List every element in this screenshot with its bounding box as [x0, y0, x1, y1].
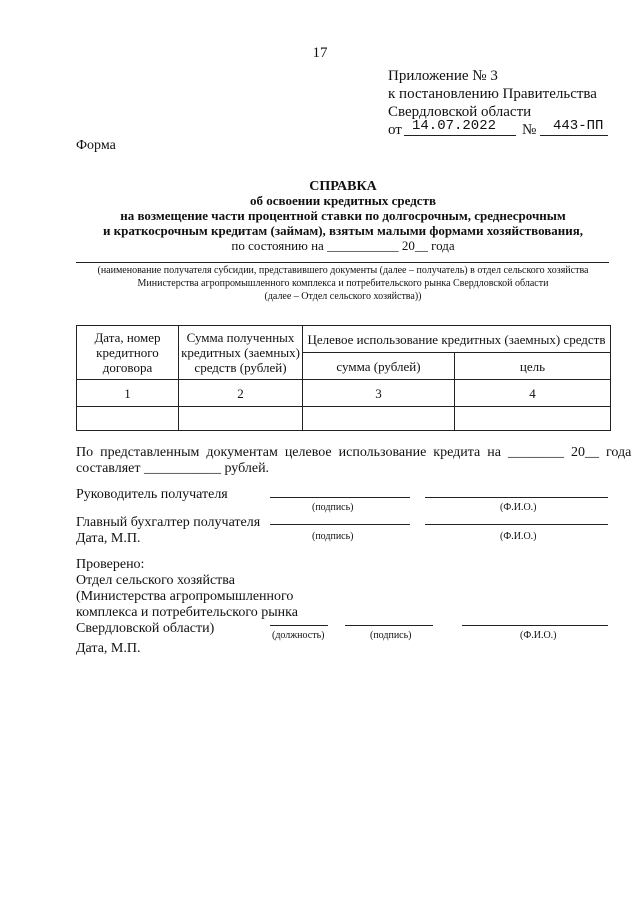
date-mp-1: Дата, М.П.: [76, 531, 141, 546]
page-number: 17: [312, 45, 328, 61]
col-number-4: 4: [455, 380, 611, 407]
chief-accountant-label: Главный бухгалтер получателя: [76, 515, 261, 530]
col-header-contract: Дата, номер кредитного договора: [77, 326, 179, 380]
verifier-sign-line: [345, 625, 433, 626]
recipient-line: [76, 262, 609, 263]
col-header-sum: сумма (рублей): [303, 353, 455, 380]
empty-cell[interactable]: [77, 407, 179, 431]
annex-title: Приложение № 3: [388, 68, 498, 84]
verified-line2: (Министерства агропромышленного: [76, 589, 294, 604]
verifier-position-caption: (должность): [272, 630, 325, 641]
verified-line4: Свердловской области): [76, 621, 215, 636]
col-header-received: Сумма полученных кредитных (заемных) средств (рублей): [179, 326, 303, 380]
credit-usage-table: [76, 325, 611, 431]
annex-date: 14.07.2022: [412, 118, 497, 134]
empty-cell[interactable]: [455, 407, 611, 431]
annex-date-line: [404, 135, 516, 136]
recipient-note-line3: (далее – Отдел сельского хозяйства)): [264, 291, 422, 302]
verified-line1: Отдел сельского хозяйства: [76, 573, 235, 588]
recipient-note-line1: (наименование получателя субсидии, представившего документы (далее – получатель) в отдел сельского хозяйства: [97, 265, 589, 276]
statement-line2: составляет ___________ рублей.: [76, 461, 270, 476]
header-line3: и краткосрочным кредитам (займам), взятым малыми формами хозяйствования,: [102, 223, 584, 238]
head-fio-caption: (Ф.И.О.): [500, 502, 537, 513]
form-label: Форма: [76, 138, 116, 153]
accountant-fio-caption: (Ф.И.О.): [500, 531, 537, 542]
annex-from-label: от: [388, 122, 402, 138]
header-line4: по состоянию на ___________ 20__ года: [231, 238, 455, 253]
annex-number-line: [540, 135, 608, 136]
header-line2: на возмещение части процентной ставки по долгосрочным, среднесрочным: [120, 208, 566, 223]
verified-title: Проверено:: [76, 557, 145, 572]
statement-line1: По представленным документам целевое использование кредита на ________ 20__ года: [76, 445, 632, 460]
col-header-purpose: цель: [455, 353, 611, 380]
empty-cell[interactable]: [179, 407, 303, 431]
header-line1: об освоении кредитных средств: [250, 193, 436, 208]
head-sign-line: [270, 497, 410, 498]
certificate-title: СПРАВКА: [309, 179, 377, 194]
col-number-2: 2: [179, 380, 303, 407]
head-label: Руководитель получателя: [76, 487, 228, 502]
verifier-fio-caption: (Ф.И.О.): [520, 630, 557, 641]
verifier-position-line: [270, 625, 328, 626]
accountant-sign-line: [270, 524, 410, 525]
annex-line3: Свердловской области: [388, 104, 532, 120]
annex-number: 443-ПП: [553, 118, 604, 134]
col-number-3: 3: [303, 380, 455, 407]
head-sign-caption: (подпись): [312, 502, 354, 513]
verifier-fio-line: [462, 625, 608, 626]
annex-line2: к постановлению Правительства: [388, 86, 597, 102]
head-fio-line: [425, 497, 608, 498]
verified-line3: комплекса и потребительского рынка: [76, 605, 298, 620]
accountant-fio-line: [425, 524, 608, 525]
col-number-1: 1: [77, 380, 179, 407]
date-mp-2: Дата, М.П.: [76, 641, 141, 656]
empty-cell[interactable]: [303, 407, 455, 431]
accountant-sign-caption: (подпись): [312, 531, 354, 542]
verifier-sign-caption: (подпись): [370, 630, 412, 641]
annex-no-label: №: [522, 122, 537, 138]
col-header-target-usage: Целевое использование кредитных (заемных) средств: [303, 326, 611, 353]
recipient-note-line2: Министерства агропромышленного комплекса и потребительского рынка Свердловской области: [137, 278, 549, 289]
